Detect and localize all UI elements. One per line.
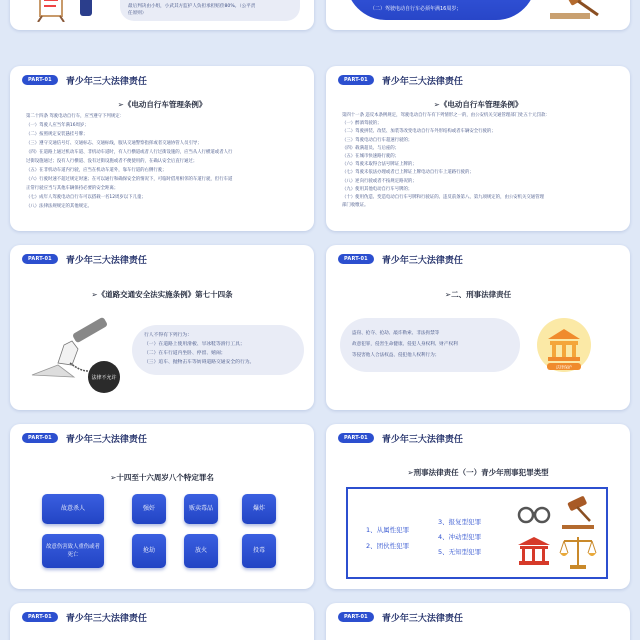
slide-specific-crimes[interactable] bbox=[10, 424, 314, 589]
crime-button-rape[interactable]: 强奸 bbox=[132, 494, 166, 524]
crime-line: 故意犯罪，侵害生命健康、侵犯人身权利、财产权利 bbox=[352, 342, 458, 347]
crime-button-arson[interactable]: 放火 bbox=[184, 534, 218, 568]
slide-header bbox=[338, 253, 463, 265]
crime-button-murder[interactable]: 故意杀人 bbox=[42, 494, 104, 524]
crime-button-robbery[interactable]: 抢劫 bbox=[132, 534, 166, 568]
presenter-illustration bbox=[34, 0, 114, 22]
arrow-icon: ➢ bbox=[444, 290, 452, 299]
header-title: 青少年三大法律责任 bbox=[65, 255, 147, 266]
slide-ebike-penalty[interactable] bbox=[326, 66, 630, 231]
slide-traffic-law[interactable] bbox=[10, 245, 314, 410]
crime-button-drug[interactable]: 贩卖毒品 bbox=[184, 494, 218, 524]
slide-top-right[interactable] bbox=[326, 0, 630, 30]
type-5: 5、无知型犯罪 bbox=[438, 548, 482, 556]
ball-label: 法律不允许 bbox=[91, 375, 117, 381]
header-title: 青少年三大法律责任 bbox=[381, 613, 463, 624]
arrow-icon: ➢ bbox=[407, 468, 414, 477]
slide-title: ➢《道路交通安全法实施条例》第七十四条 bbox=[91, 290, 233, 299]
arrow-icon: ➢ bbox=[433, 100, 440, 109]
crime-types-frame bbox=[346, 487, 608, 579]
slide-ebike-regulation[interactable] bbox=[10, 66, 314, 231]
rule-line: （三）追车、抛物击车等妨碍道路交通安全的行为。 bbox=[144, 360, 255, 365]
rules-pill bbox=[132, 325, 304, 375]
part-badge: PART-01 bbox=[338, 75, 374, 85]
crime-button-injury[interactable]: 故意伤害致人重伤或者死亡 bbox=[42, 534, 104, 568]
handcuffs-icon bbox=[519, 508, 549, 522]
type-4: 4、冲动型犯罪 bbox=[438, 533, 482, 541]
info-pill bbox=[120, 0, 300, 21]
part-badge: PART-01 bbox=[22, 75, 58, 85]
courthouse-icon bbox=[518, 537, 550, 565]
crime-button-explosion[interactable]: 爆炸 bbox=[242, 494, 276, 524]
rule-line: （一）在道路上使用滑板、旱冰鞋等滑行工具； bbox=[144, 342, 245, 347]
top-left-line1: 最后判决由小组，小武其方监护人负担承担赔偿80%。（公平责 bbox=[128, 4, 256, 9]
slide-bottom-left[interactable] bbox=[10, 603, 314, 640]
justice-icons bbox=[516, 495, 604, 573]
rules-intro: 行人不得有下列行为： bbox=[144, 333, 192, 338]
regulation-text: 第二十四条 驾驶电动自行车，应当遵守下列规定： （一）驾驶人应当年满16周岁； （二）按照规定安装悬挂号牌； （三）遵守交通信号灯、交通标志、交通标线，服从交通警察指挥或者交通协管人员引导； （四）在道路上通过机动车道、非机动车道时，有人行横道或者人行过街设施的，应当从人行横道或者人行 过街设施通过；没有人行横道、没有过街设施或者不便使用的，在确认安全后直行通过； （五）在非机动车道内行驶，应当在机动车道外，靠车行道的右侧行驶； （六）行驶时速不超过规定时速；在可以通行和确保安全的情况下，可临时借用相邻的车道行驶，但行车道 正常行驶应当与其他车辆保持必要的安全距离； （七）成年人驾驶电动自行车可以搭载一名12周岁以下儿童； （八）法律法规规定的其他规定。 bbox=[26, 114, 233, 209]
header-title: 青少年三大法律责任 bbox=[381, 255, 463, 266]
slide-header bbox=[338, 611, 463, 623]
slide-title: ➢《电动自行车管理条例》 bbox=[433, 100, 523, 109]
part-badge: PART-01 bbox=[22, 254, 58, 264]
gavel-icon bbox=[548, 0, 608, 21]
slide-title: ➢《电动自行车管理条例》 bbox=[117, 100, 207, 109]
header-title: 青少年三大法律责任 bbox=[65, 76, 147, 87]
type-2: 2、团伙性犯罪 bbox=[366, 542, 410, 550]
slide-title: ➢十四至十六周岁八个特定罪名 bbox=[110, 473, 214, 482]
slide-header bbox=[22, 611, 147, 623]
crime-pill bbox=[340, 318, 520, 372]
part-badge: PART-01 bbox=[338, 254, 374, 264]
slide-title: ➢二、刑事法律责任 bbox=[444, 290, 512, 299]
rule-card bbox=[346, 0, 536, 20]
arrow-icon: ➢ bbox=[110, 473, 117, 482]
slide-bottom-right[interactable] bbox=[326, 603, 630, 640]
type-3: 3、报复型犯罪 bbox=[438, 518, 482, 526]
law-protection-icon bbox=[534, 315, 594, 375]
crime-line: 盗窃、抢夺、抢劫、敲诈勒索、非法拘禁等 bbox=[352, 331, 440, 336]
slide-header bbox=[22, 253, 147, 265]
crime-line: 等侵害他人合法权益、侵犯他人权利行为； bbox=[352, 353, 440, 358]
scales-icon bbox=[560, 537, 596, 569]
header-title: 青少年三大法律责任 bbox=[381, 434, 463, 445]
type-1: 1、从属性犯罪 bbox=[366, 526, 410, 534]
header-title: 青少年三大法律责任 bbox=[381, 76, 463, 87]
slide-top-left[interactable] bbox=[10, 0, 314, 30]
slide-header bbox=[22, 432, 147, 444]
header-title: 青少年三大法律责任 bbox=[65, 434, 147, 445]
crime-button-poison[interactable]: 投毒 bbox=[242, 534, 276, 568]
arrow-icon: ➢ bbox=[117, 100, 124, 109]
part-badge: PART-01 bbox=[338, 433, 374, 443]
part-badge: PART-01 bbox=[338, 612, 374, 622]
header-title: 青少年三大法律责任 bbox=[65, 613, 147, 624]
slide-criminal-liability[interactable] bbox=[326, 245, 630, 410]
slide-title: ➢刑事法律责任（一）青少年刑事犯罪类型 bbox=[407, 468, 549, 477]
slide-header bbox=[338, 432, 463, 444]
rule-item1 bbox=[370, 0, 490, 3]
rule-line: （二）在车行道内坐卧、停留、嬉闹； bbox=[144, 351, 226, 356]
penalty-text: 第四十一条 违反本条例规定，驾驶电动自行车有下列情形之一的，由公安机关交通管理部门处五十元罚款： （一）醉酒驾驶的； （二）驾驶拼装、改装、加装等改变电动自行车外形结构或者车辆安全行驶的； （三）驾驶电动自行车超速行驶的； （四）载满超员、与后座的； （五）在城市快速路行驶的； （六）驾驶未取得合法号牌证上牌的； （七）驾驶未依法办理或者已上牌证上牌电动自行车上道路行驶的； （八）逆向行驶或者不按规定路况的； （九）使用其他电动自行车号牌的； （十）使用伪造、变造电动自行车号牌和行驶证的。违反前条第八、第九项规定的，由公安机关交通管理 部门收缴证。 bbox=[342, 113, 550, 209]
ball-and-chain-illustration bbox=[28, 315, 128, 395]
part-badge: PART-01 bbox=[22, 612, 58, 622]
slide-header bbox=[338, 74, 463, 86]
top-left-line2: 任原则） bbox=[128, 11, 147, 17]
arrow-icon: ➢ bbox=[91, 290, 98, 299]
slide-crime-types[interactable] bbox=[326, 424, 630, 589]
slide-header bbox=[22, 74, 147, 86]
badge-label: 法律保护 bbox=[556, 364, 572, 370]
part-badge: PART-01 bbox=[22, 433, 58, 443]
gavel-icon bbox=[562, 496, 594, 529]
rule-item2: （二）驾驶电动自行车必须年满16周岁； bbox=[370, 6, 462, 12]
